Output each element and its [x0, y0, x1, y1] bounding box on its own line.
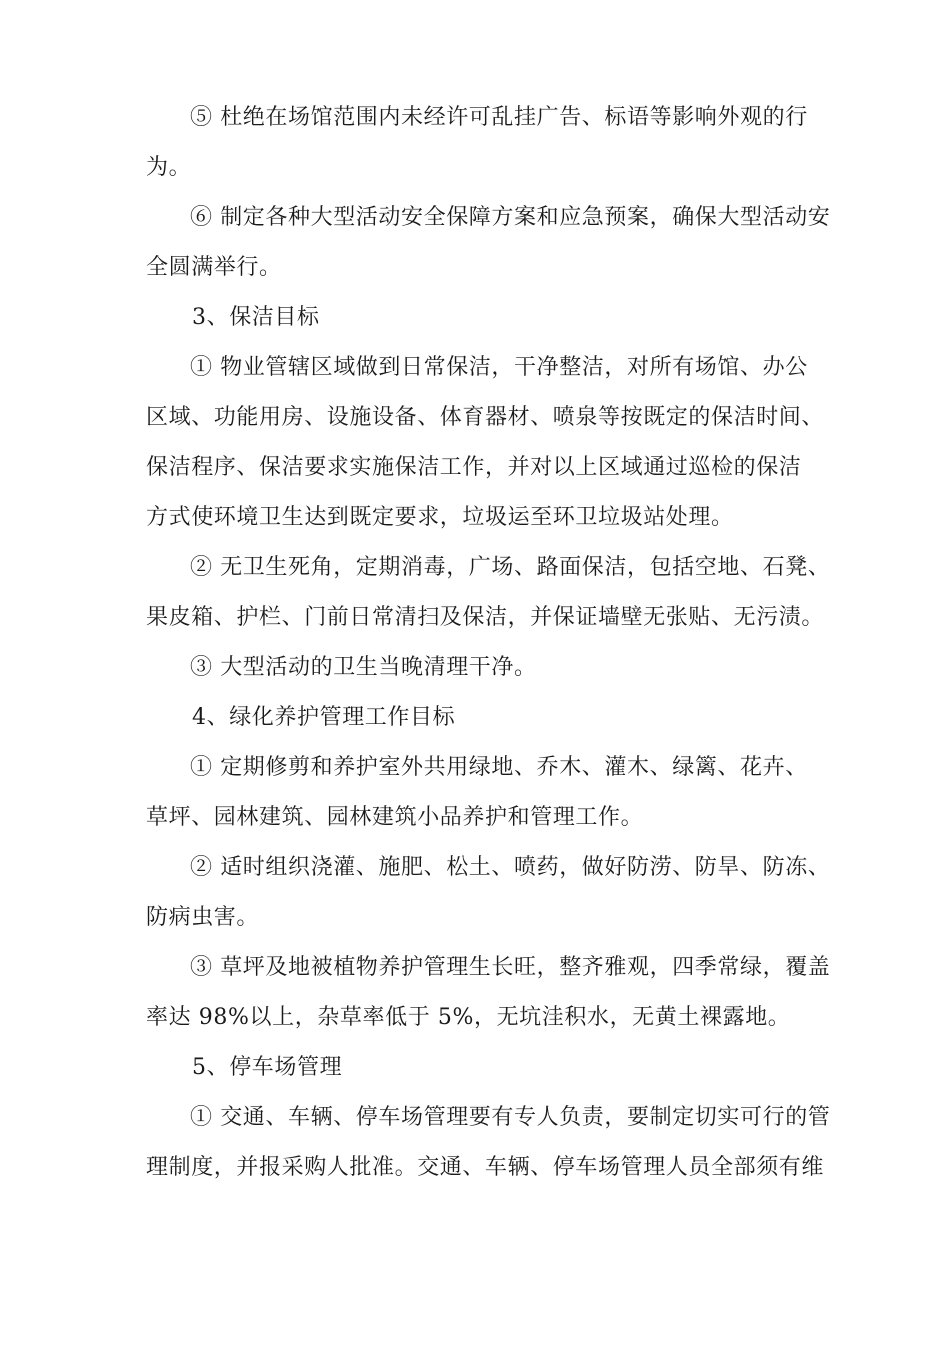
section-heading: 4、绿化养护管理工作目标	[192, 705, 456, 730]
paragraph-line: ② 无卫生死角，定期消毒，广场、路面保洁，包括空地、石凳、	[190, 555, 831, 580]
paragraph-line: 全圆满举行。	[146, 255, 282, 280]
paragraph-line: ① 物业管辖区域做到日常保洁，干净整洁，对所有场馆、办公	[190, 355, 808, 380]
section-heading: 3、保洁目标	[192, 305, 320, 330]
paragraph-line: ① 交通、车辆、停车场管理要有专人负责，要制定切实可行的管	[190, 1105, 831, 1130]
paragraph-line: 区域、功能用房、设施设备、体育器材、喷泉等按既定的保洁时间、	[146, 405, 825, 430]
paragraph-line: ② 适时组织浇灌、施肥、松土、喷药，做好防涝、防旱、防冻、	[190, 855, 831, 880]
paragraph-line: 防病虫害。	[146, 905, 260, 930]
paragraph-line: 草坪、园林建筑、园林建筑小品养护和管理工作。	[146, 805, 644, 830]
paragraph-line: ③ 草坪及地被植物养护管理生长旺，整齐雅观，四季常绿，覆盖	[190, 955, 831, 980]
paragraph-line: ③ 大型活动的卫生当晚清理干净。	[190, 655, 537, 680]
paragraph-line: 率达 98%以上，杂草率低于 5%，无坑洼积水，无黄土裸露地。	[146, 1005, 791, 1030]
paragraph-line: ⑥ 制定各种大型活动安全保障方案和应急预案，确保大型活动安	[190, 205, 831, 230]
paragraph-line: 果皮箱、护栏、门前日常清扫及保洁，并保证墙壁无张贴、无污渍。	[146, 605, 825, 630]
paragraph-line: ⑤ 杜绝在场馆范围内未经许可乱挂广告、标语等影响外观的行	[190, 105, 808, 130]
paragraph-line: 保洁程序、保洁要求实施保洁工作，并对以上区域通过巡检的保洁	[146, 455, 802, 480]
paragraph-line: 理制度，并报采购人批准。交通、车辆、停车场管理人员全部须有维	[146, 1155, 825, 1180]
paragraph-line: 方式使环境卫生达到既定要求，垃圾运至环卫垃圾站处理。	[146, 505, 734, 530]
paragraph-line: ① 定期修剪和养护室外共用绿地、乔木、灌木、绿篱、花卉、	[190, 755, 808, 780]
section-heading: 5、停车场管理	[192, 1055, 343, 1080]
paragraph-line: 为。	[146, 155, 192, 180]
